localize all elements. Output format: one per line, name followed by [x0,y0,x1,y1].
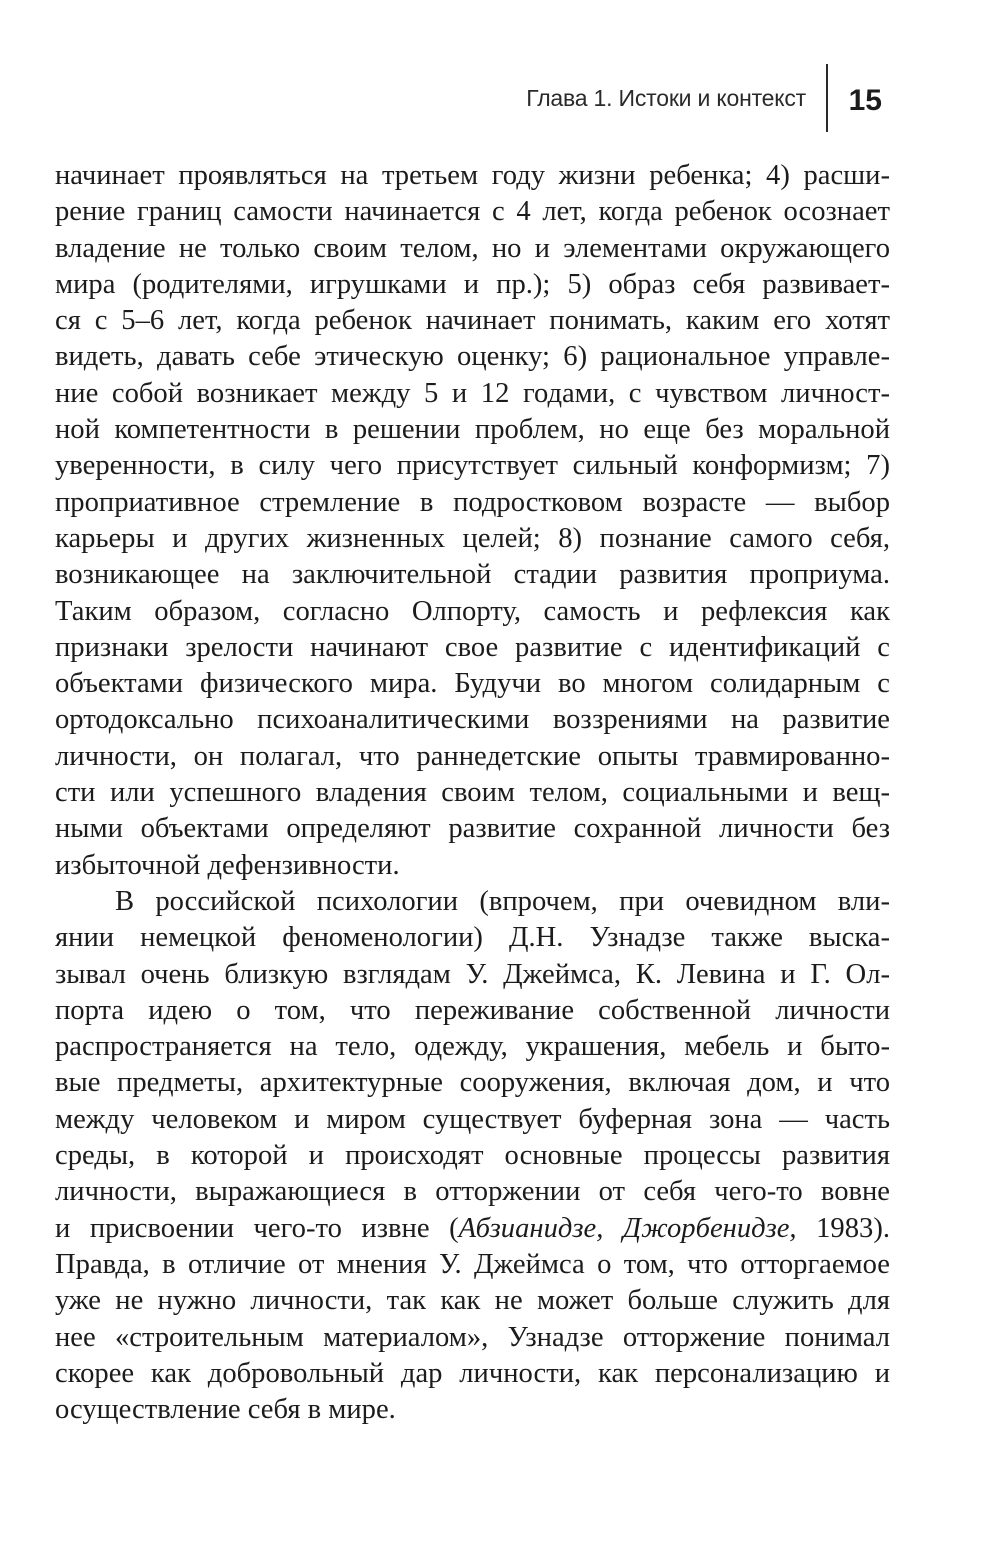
text-line: янии немецкой феноменологии) Д.Н. Узнадзе также выска- [55,922,890,954]
text-line: осуществление себя в мире. [55,1394,396,1426]
text-line: Таким образом, согласно Олпорту, самость и рефлексия как [55,595,890,627]
text-line: зывал очень близкую взглядам У. Джеймса, К. Левина и Г. Ол- [55,958,890,990]
text-line: личности, он полагал, что раннедетские опыты травмированно- [55,740,890,772]
citation-before: и присвоении чего-то извне ( [55,1212,459,1244]
paragraph-2 [55,884,890,1428]
text-line: В российской психологии (впрочем, при очевидном вли- [115,885,890,917]
text-line: среды, в которой и происходят основные процессы развития [55,1140,890,1172]
text-line: ной компетентности в решении проблем, но еще без моральной [55,414,890,446]
text-line: рение границ самости начинается с 4 лет, когда ребенок осознает [55,196,890,228]
paragraph-1 [55,158,890,884]
text-line: ние собой возникает между 5 и 12 годами, с чувством личност- [55,377,890,409]
text-line: уже не нужно личности, так как не может больше служить для [55,1285,890,1317]
text-line: нее «строительным материалом», Узнадзе отторжение понимал [55,1321,890,1353]
text-line: признаки зрелости начинают свое развитие с идентификаций с [55,631,890,663]
text-line: карьеры и других жизненных целей; 8) познание самого себя, [55,522,890,554]
text-line: мира (родителями, игрушками и пр.); 5) образ себя развивает- [55,268,890,300]
text-line: Правда, в отличие от мнения У. Джеймса о том, что отторгаемое [55,1248,890,1280]
citation-line [55,1211,890,1247]
text-line: личности, выражающиеся в отторжении от себя чего-то вовне [55,1176,890,1208]
text-line: ортодоксально психоаналитическими воззрениями на развитие [55,704,890,736]
text-line: владение не только своим телом, но и элементами окружающего [55,232,890,264]
text-line: скорее как добровольный дар личности, как персонализацию и [55,1357,890,1389]
text-line: между человеком и миром существует буферная зона — часть [55,1103,890,1135]
text-line: объектами физического мира. Будучи во многом солидарным с [55,668,890,700]
text-line: вые предметы, архитектурные сооружения, включая дом, и что [55,1067,890,1099]
text-line: ными объектами определяют развитие сохранной личности без [55,813,890,845]
text-line: возникающее на заключительной стадии развития проприума. [55,559,890,591]
citation-after: 1983). [796,1212,890,1244]
text-line: сти или успешного владения своим телом, социальными и вещ- [55,777,890,809]
text-line: начинает проявляться на третьем году жизни ребенка; 4) расши- [55,160,890,191]
citation-authors: Абзианидзе, Джорбенидзе, [458,1212,797,1244]
text-line: уверенности, в силу чего присутствует сильный конформизм; 7) [55,450,890,482]
text-line: избыточной дефензивности. [55,849,400,881]
chapter-title: Глава 1. Истоки и контекст [526,84,806,111]
text-line: проприативное стремление в подростковом возрасте — выбор [55,486,890,518]
text-line: порта идею о том, что переживание собственной личности [55,994,890,1026]
text-line: видеть, давать себе этическую оценку; 6) рациональное управле- [55,341,890,373]
text-line: распространяется на тело, одежду, украшения, мебель и быто- [55,1031,890,1063]
text-line: ся с 5–6 лет, когда ребенок начинает понимать, каким его хотят [55,305,890,337]
page-number: 15 [848,84,882,117]
body-text [55,158,890,1428]
